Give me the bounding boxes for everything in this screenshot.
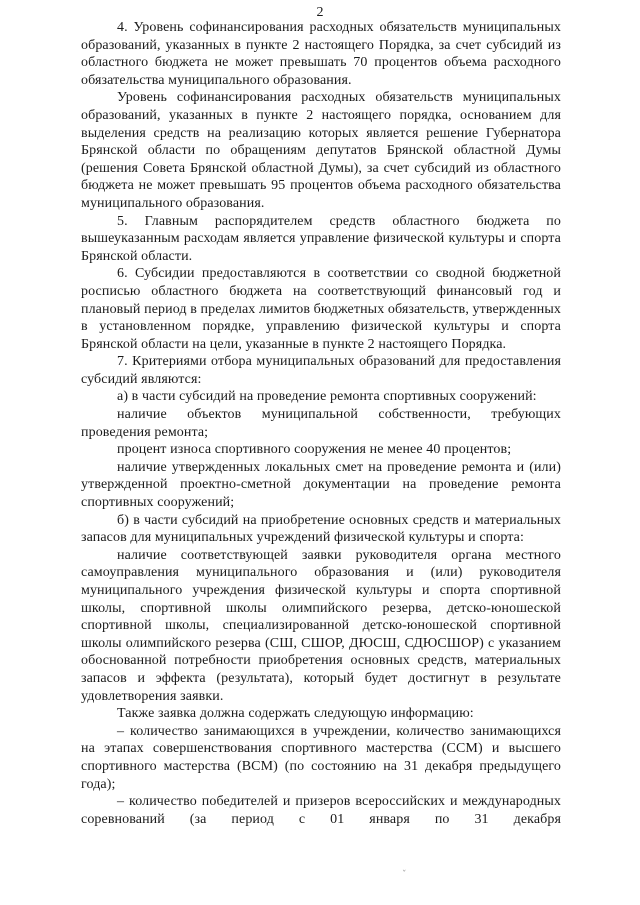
paragraph-cofinancing-95: Уровень софинансирования расходных обязательств муниципальных образований, указанных в пункте 2 настоящего порядка, основанием для выделения средств на реализацию которых является решение Губернатора Брянской области по обращениям депутатов Брянской областной Думы (решения Совета Брянской областной Думы), за счет субсидий из областного бюджета не может превышать 95 процентов объема расходного обязательства муниципального образования.: [81, 90, 561, 211]
paragraph-list-participants: – количество занимающихся в учреждении, количество занимающихся на этапах совершенствования спортивного мастерства (ССМ) и высшего спортивного мастерства (ВСМ) (по состоянию на 31 декабря предыдущего года);: [81, 723, 561, 792]
document-body: [81, 19, 561, 828]
paragraph-criterion-estimates: наличие утвержденных локальных смет на проведение ремонта и (или) утвержденной проектно-сметной документации на проведение ремонта спортивных сооружений;: [81, 459, 561, 511]
paragraph-item-5: 5. Главным распорядителем средств областного бюджета по вышеуказанным расходам является управление физической культуры и спорта Брянской области.: [81, 213, 561, 264]
paragraph-criterion-objects: наличие объектов муниципальной собственности, требующих проведения ремонта;: [81, 407, 561, 440]
paragraph-item-4: 4. Уровень софинансирования расходных обязательств муниципальных образований, указанных в пункте 2 настоящего Порядка, за счет субсидий из областного бюджета не может превышать 70 процентов объема расходного обязательства муниципального образования.: [81, 20, 561, 88]
paragraph-list-winners: – количество победителей и призеров всероссийских и международных соревнований (за период с 01 января по 31 декабря: [81, 794, 561, 827]
page-number: 2: [316, 5, 324, 20]
paragraph-subitem-b: б) в части субсидий на приобретение основных средств и материальных запасов для муниципальных учреждений физической культуры и спорта:: [81, 512, 561, 546]
paragraph-criterion-wear: процент износа спортивного сооружения не менее 40 процентов;: [117, 442, 512, 458]
paragraph-subitem-a: а) в части субсидий на проведение ремонта спортивных сооружений:: [117, 389, 537, 405]
paragraph-item-7: 7. Критериями отбора муниципальных образований для предоставления субсидий являются:: [81, 354, 561, 387]
paragraph-application-info: Также заявка должна содержать следующую информацию:: [117, 706, 474, 722]
paragraph-criterion-application: наличие соответствующей заявки руководителя органа местного самоуправления муниципального образования и (или) руководителя муниципального учреждения физической культуры и спорта спортивной школы, спортивной школы олимпийского резерва, детско-юношеской спортивной школы, специализированной детско-юношеской спортивной школы олимпийского резерва (СШ, СШОР, ДЮСШ, СДЮСШОР) с указанием обоснованной потребности приобретения основных средств, материальных запасов и эффекта (результата), который будет достигнут в результате удовлетворения заявки.: [81, 547, 561, 704]
paragraph-item-6: 6. Субсидии предоставляются в соответствии со сводной бюджетной росписью областного бюджета на соответствующий финансовый год и плановый период в пределах лимитов бюджетных обязательств, утвержденных в установленном порядке, управлению физической культуры и спорта Брянской области на цели, указанные в пункте 2 настоящего Порядка.: [81, 266, 561, 352]
scan-mark: ˇ: [402, 870, 407, 880]
